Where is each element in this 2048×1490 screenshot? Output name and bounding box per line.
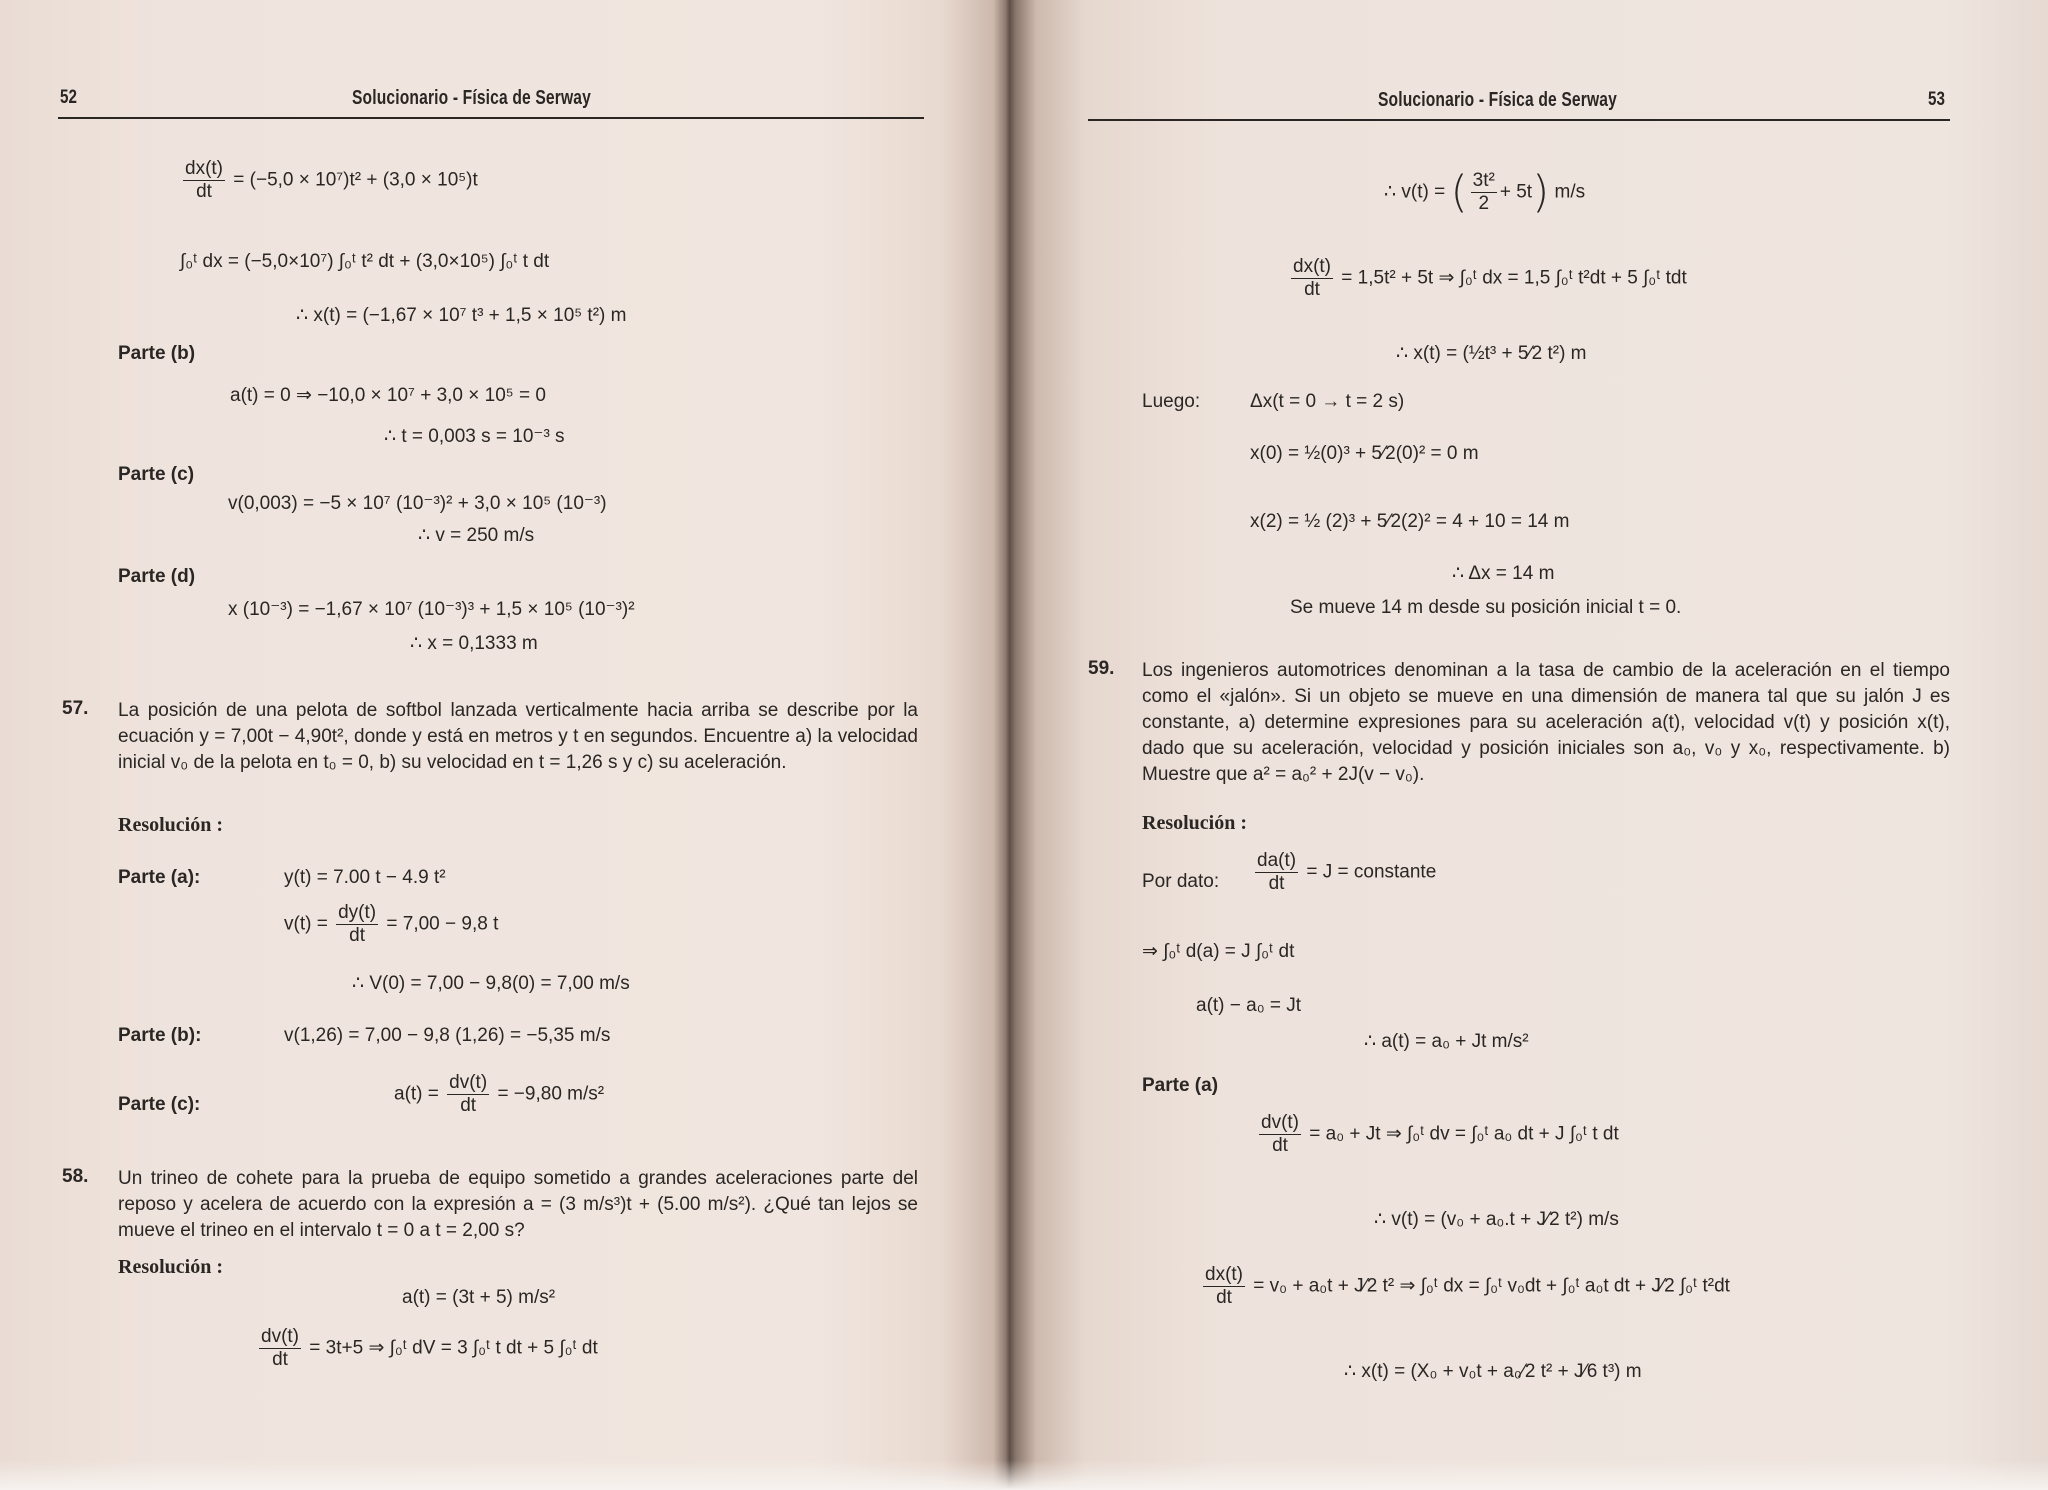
equation-dx-integral: $\frac{dx(t)}{dt}$ = 1,5t² + 5t ⇒ ∫₀ᵗ dx = 1,5 ∫₀ᵗ t²dt + 5 ∫₀ᵗ tdt (1293, 256, 1687, 300)
page-number-left: 52 (60, 87, 77, 108)
heading-57-parte-b: Parte (b): (118, 1025, 202, 1046)
equation-dx-v: $\frac{dx(t)}{dt}$ = v₀ + a₀t + J⁄2 t² ⇒ ∫₀ᵗ dx = ∫₀ᵗ v₀dt + ∫₀ᵗ a₀t dt + J⁄2 ∫₀ᵗ t²dt (1205, 1264, 1730, 1308)
heading-59-parte-a: Parte (a) (1142, 1075, 1219, 1096)
equation-delta-result: ∴ Δx = 14 m (1452, 563, 1555, 584)
heading-57-parte-c: Parte (c): (118, 1094, 201, 1115)
equation-delta-x: Δx(t = 0 → t = 2 s) (1250, 391, 1405, 412)
equation-integral: ∫₀ᵗ dx = (−5,0×10⁷) ∫₀ᵗ t² dt + (3,0×10⁵) ∫₀ᵗ t dt (180, 251, 550, 272)
problem-57-text: La posición de una pelota de softbol lanzada verticalmente hacia arriba se describe por la ecuación y = 7,00t − 4,90t², donde y está en metros y t en segundos. Encuentre a) la velocidad inicial v₀ de la pelota en t₀ = 0, b) su velocidad en t = 1,26 s y c) su aceleración. (118, 700, 918, 773)
running-header-right: Solucionario - Física de Serway (1378, 89, 1617, 111)
equation-57-c1: a(t) = $\frac{dv(t)}{dt}$ = −9,80 m/s² (394, 1072, 605, 1116)
equation-a-minus: a(t) − a₀ = Jt (1196, 995, 1302, 1016)
equation-x0: x(0) = ½(0)³ + 5⁄2(0)² = 0 m (1250, 443, 1479, 464)
equation-57-a3: ∴ V(0) = 7,00 − 9,8(0) = 7,00 m/s (352, 973, 630, 994)
equation-a-result: ∴ a(t) = a₀ + Jt m/s² (1364, 1031, 1529, 1052)
heading-57-parte-a: Parte (a): (118, 867, 201, 888)
page-number-right: 53 (1928, 89, 1945, 110)
heading-parte-d: Parte (d) (118, 566, 196, 587)
equation-c2: ∴ v = 250 m/s (418, 525, 535, 546)
left-page (0, 0, 990, 1490)
problem-58-text: Un trineo de cohete para la prueba de equipo sometido a grandes aceleraciones parte del reposo y acelera de acuerdo con la expresión a = (3 m/s³)t + (5.00 m/s²). ¿Qué tan lejos se mueve el trineo en el intervalo t = 0 a t = 2,00 s? (118, 1168, 918, 1241)
equation-xt-right: ∴ x(t) = (½t³ + 5⁄2 t²) m (1396, 343, 1587, 364)
resolucion-58: Resolución : (118, 1256, 223, 1278)
equation-d2: ∴ x = 0,1333 m (410, 633, 538, 654)
equation-jerk: $\frac{da(t)}{dt}$ = J = constante (1257, 850, 1437, 894)
equation-v-result: ∴ v(t) = (v₀ + a₀.t + J⁄2 t²) m/s (1374, 1209, 1619, 1230)
header-rule-left (58, 117, 924, 119)
equation-dv: $\frac{dv(t)}{dt}$ = a₀ + Jt ⇒ ∫₀ᵗ dv = ∫₀ᵗ a₀ dt + J ∫₀ᵗ t dt (1261, 1112, 1619, 1156)
equation-d1: x (10⁻³) = −1,67 × 10⁷ (10⁻³)³ + 1,5 × 10⁵ (10⁻³)² (228, 599, 635, 620)
right-page (1000, 0, 2048, 1490)
equation-b1: a(t) = 0 ⇒ −10,0 × 10⁷ + 3,0 × 10⁵ = 0 (230, 385, 546, 406)
equation-c1: v(0,003) = −5 × 10⁷ (10⁻³)² + 3,0 × 10⁵ (10⁻³) (228, 493, 607, 514)
problem-59-text: Los ingenieros automotrices denominan a la tasa de cambio de la aceleración en el tiempo como el «jalón». Si un objeto se mueve en una dimensión de manera tal que su jalón J es constante, a) determine expresiones para su aceleración a(t), velocidad v(t) y posición x(t), dado que su aceleración, velocidad y posición iniciales son a₀, v₀ y x₀, respectivamente. b) Muestre que a² = a₀² + 2J(v − v₀). (1142, 660, 1950, 785)
equation-x2: x(2) = ½ (2)³ + 5⁄2(2)² = 4 + 10 = 14 m (1250, 511, 1570, 532)
equation-57-a2: v(t) = $\frac{dy(t)}{dt}$ = 7,00 − 9,8 t (284, 902, 499, 946)
equation-b2: ∴ t = 0,003 s = 10⁻³ s (384, 426, 565, 447)
heading-parte-b: Parte (b) (118, 343, 196, 364)
problem-57-number: 57. (62, 698, 89, 719)
resolucion-57: Resolución : (118, 814, 223, 836)
heading-parte-c: Parte (c) (118, 464, 195, 485)
equation-dxdt: $\frac{dx(t)}{dt}$ = (−5,0 × 10⁷)t² + (3,0 × 10⁵)t (185, 158, 478, 202)
por-dato-label: Por dato: (1142, 871, 1220, 892)
running-header-left: Solucionario - Física de Serway (352, 87, 591, 109)
luego-label: Luego: (1142, 391, 1201, 412)
equation-58-2: $\frac{dv(t)}{dt}$ = 3t+5 ⇒ ∫₀ᵗ dV = 3 ∫₀ᵗ t dt + 5 ∫₀ᵗ dt (261, 1326, 598, 1370)
page-bottom-edge (0, 1460, 2048, 1490)
equation-57-b1: v(1,26) = 7,00 − 9,8 (1,26) = −5,35 m/s (284, 1025, 611, 1046)
equation-xt: ∴ x(t) = (−1,67 × 10⁷ t³ + 1,5 × 10⁵ t²) m (296, 305, 627, 326)
conclusion-text: Se mueve 14 m desde su posición inicial t = 0. (1290, 597, 1682, 618)
header-rule-right (1088, 119, 1950, 121)
equation-vt: ∴ v(t) = ( $\frac{\text{3t²}}{2}$ + 5t) m/s (1384, 166, 1586, 218)
resolucion-59: Resolución : (1142, 812, 1247, 834)
equation-int-a: ⇒ ∫₀ᵗ d(a) = J ∫₀ᵗ dt (1142, 941, 1295, 962)
problem-59-number: 59. (1088, 658, 1115, 679)
problem-58-number: 58. (62, 1166, 89, 1187)
equation-x-result: ∴ x(t) = (X₀ + v₀t + a₀⁄2 t² + J⁄6 t³) m (1344, 1361, 1642, 1382)
equation-58-1: a(t) = (3t + 5) m/s² (402, 1287, 556, 1308)
equation-57-a1: y(t) = 7.00 t − 4.9 t² (284, 867, 446, 888)
